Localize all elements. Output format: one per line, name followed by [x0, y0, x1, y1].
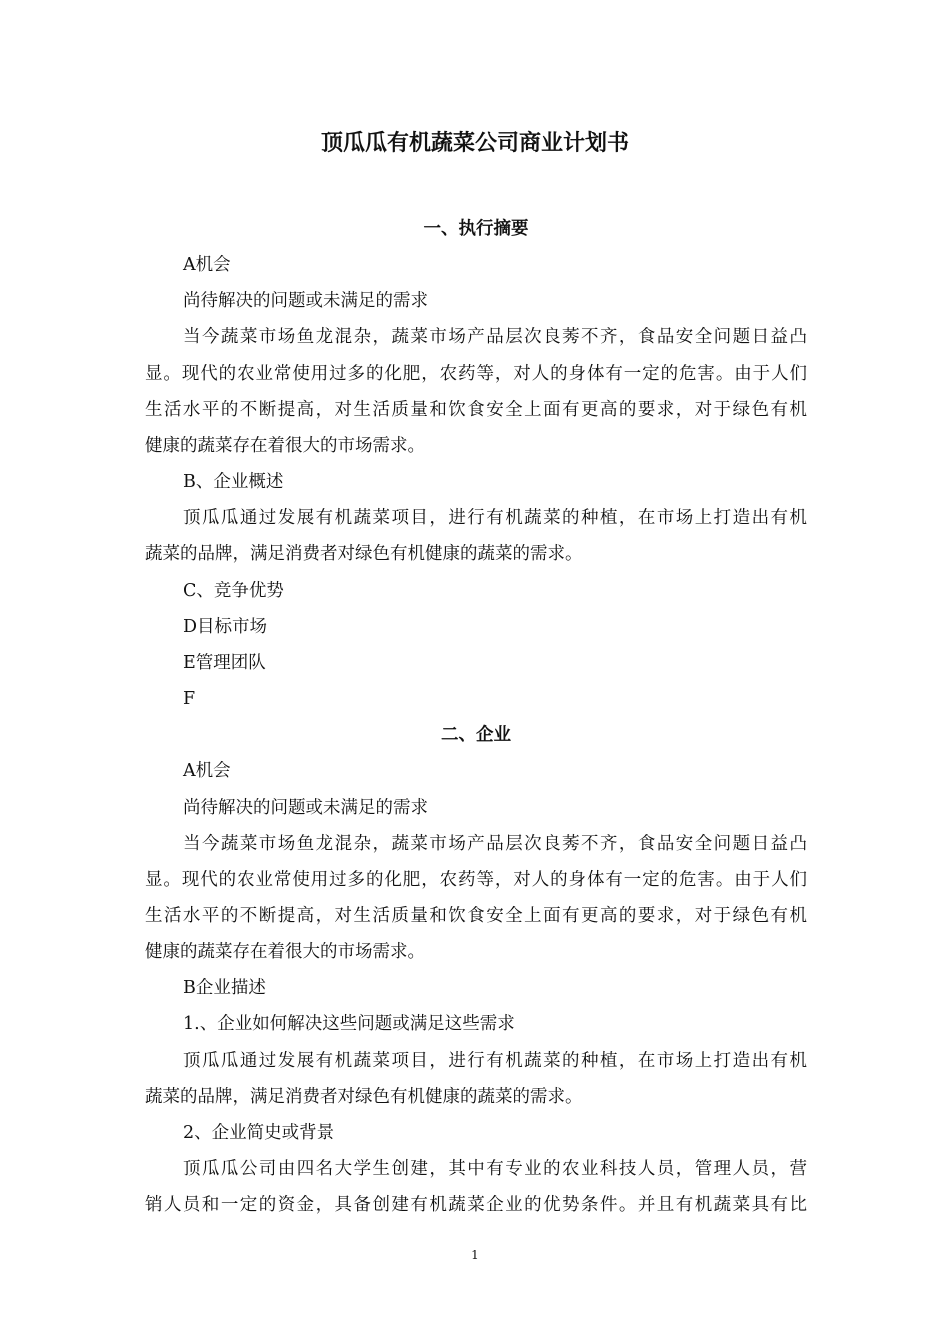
section-heading: 一、执行摘要 — [423, 219, 529, 239]
subheading: B、企业概述 — [183, 472, 284, 493]
paragraph — [145, 1151, 807, 1223]
subheading: E管理团队 — [183, 652, 266, 673]
text-line: 显。现代的农业常使用过多的化肥，农药等，对人的身体有一定的危害。由于人们 — [145, 869, 807, 890]
text-line: 生活水平的不断提高，对生活质量和饮食安全上面有更高的要求，对于绿色有机 — [145, 399, 807, 420]
document-body — [145, 211, 807, 1223]
text-line: 显。现代的农业常使用过多的化肥，农药等，对人的身体有一定的危害。由于人们 — [145, 363, 807, 384]
text-line: 顶瓜瓜通过发展有机蔬菜项目，进行有机蔬菜的种植，在市场上打造出有机 — [183, 508, 807, 529]
paragraph — [145, 500, 807, 572]
paragraph — [145, 1043, 807, 1115]
text-line: 销人员和一定的资金，具备创建有机蔬菜企业的优势条件。并且有机蔬菜具有比 — [145, 1195, 807, 1216]
document-title: 顶瓜瓜有机蔬菜公司商业计划书 — [320, 131, 629, 156]
section-heading: 二、企业 — [441, 725, 511, 746]
subheading: C、竞争优势 — [183, 580, 284, 601]
text-line: 当今蔬菜市场鱼龙混杂，蔬菜市场产品层次良莠不齐，食品安全问题日益凸 — [183, 327, 807, 348]
text-line: 顶瓜瓜公司由四名大学生创建，其中有专业的农业科技人员，管理人员，营 — [183, 1159, 807, 1180]
text-line: 生活水平的不断提高，对生活质量和饮食安全上面有更高的要求，对于绿色有机 — [145, 905, 807, 926]
subheading: 尚待解决的问题或未满足的需求 — [183, 291, 428, 312]
text-line: 健康的蔬菜存在着很大的市场需求。 — [145, 435, 425, 456]
text-line: 蔬菜的品牌，满足消费者对绿色有机健康的蔬菜的需求。 — [145, 1086, 583, 1107]
text-line: 健康的蔬菜存在着很大的市场需求。 — [145, 942, 425, 963]
paragraph — [145, 319, 807, 464]
subheading: 1.、企业如何解决这些问题或满足这些需求 — [183, 1014, 515, 1035]
subheading: B企业描述 — [183, 978, 266, 999]
page-number: 1 — [471, 1248, 479, 1262]
paragraph — [145, 826, 807, 971]
text-line: 蔬菜的品牌，满足消费者对绿色有机健康的蔬菜的需求。 — [145, 544, 583, 565]
subheading: A机会 — [183, 761, 231, 782]
text-line: 顶瓜瓜通过发展有机蔬菜项目，进行有机蔬菜的种植，在市场上打造出有机 — [183, 1050, 807, 1071]
text-line: 当今蔬菜市场鱼龙混杂，蔬菜市场产品层次良莠不齐，食品安全问题日益凸 — [183, 833, 807, 854]
subheading: F — [183, 689, 196, 710]
subheading: 尚待解决的问题或未满足的需求 — [183, 797, 428, 818]
subheading: 2、企业简史或背景 — [183, 1122, 335, 1143]
subheading: A机会 — [183, 255, 231, 276]
subheading: D目标市场 — [183, 616, 268, 637]
